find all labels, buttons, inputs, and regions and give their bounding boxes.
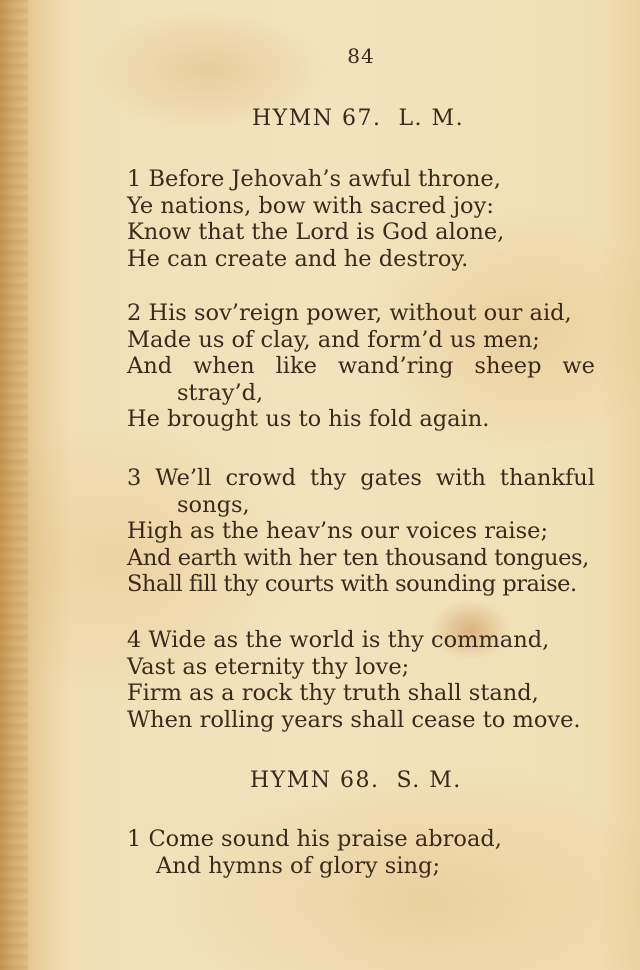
hymn-67-verse-1 xyxy=(127,166,595,272)
hymn-67-verse-3 xyxy=(127,465,595,598)
verse-line: And earth with her ten thousand tongues, xyxy=(127,544,589,571)
verse-line: Made us of clay, and form’d us men; xyxy=(127,326,540,353)
hymn-67-verse-2 xyxy=(127,300,595,433)
verse-line: When rolling years shall cease to move. xyxy=(127,706,581,733)
verse-line: And hymns of glory sing; xyxy=(156,852,441,879)
verse-line: 1 Before Jehovah’s awful throne, xyxy=(127,166,501,192)
verse-line: Ye nations, bow with sacred joy: xyxy=(127,192,494,219)
verse-line: songs, xyxy=(177,491,250,518)
verse-line: 2 His sov’reign power, without our aid, xyxy=(127,300,572,326)
verse-line: Firm as a rock thy truth shall stand, xyxy=(127,680,539,706)
verse-line: stray’d, xyxy=(177,379,264,406)
verse-line: 1 Come sound his praise abroad, xyxy=(127,826,502,852)
hymn-68-heading: HYMN 68. S. M. xyxy=(250,768,462,793)
verse-line: Vast as eternity thy love; xyxy=(127,653,410,680)
verse-line: He brought us to his fold again. xyxy=(127,406,490,432)
verse-line: 4 Wide as the world is thy command, xyxy=(127,627,550,653)
verse-line: Shall fill thy courts with sounding praise. xyxy=(127,571,577,597)
verse-line: High as the heav’ns our voices raise; xyxy=(127,518,549,544)
verse-line: And when like wand’ring sheep we xyxy=(127,353,595,379)
hymn-67-heading: HYMN 67. L. M. xyxy=(252,106,465,131)
hymn-68-verse-1 xyxy=(127,826,595,879)
verse-line: Know that the Lord is God alone, xyxy=(127,219,505,245)
verse-line: 3 We’ll crowd thy gates with thankful xyxy=(127,465,595,491)
page-number: 84 xyxy=(347,44,375,68)
verse-line: He can create and he destroy. xyxy=(127,245,469,272)
hymn-67-verse-4 xyxy=(127,627,595,733)
page-spine-shadow xyxy=(0,0,28,970)
